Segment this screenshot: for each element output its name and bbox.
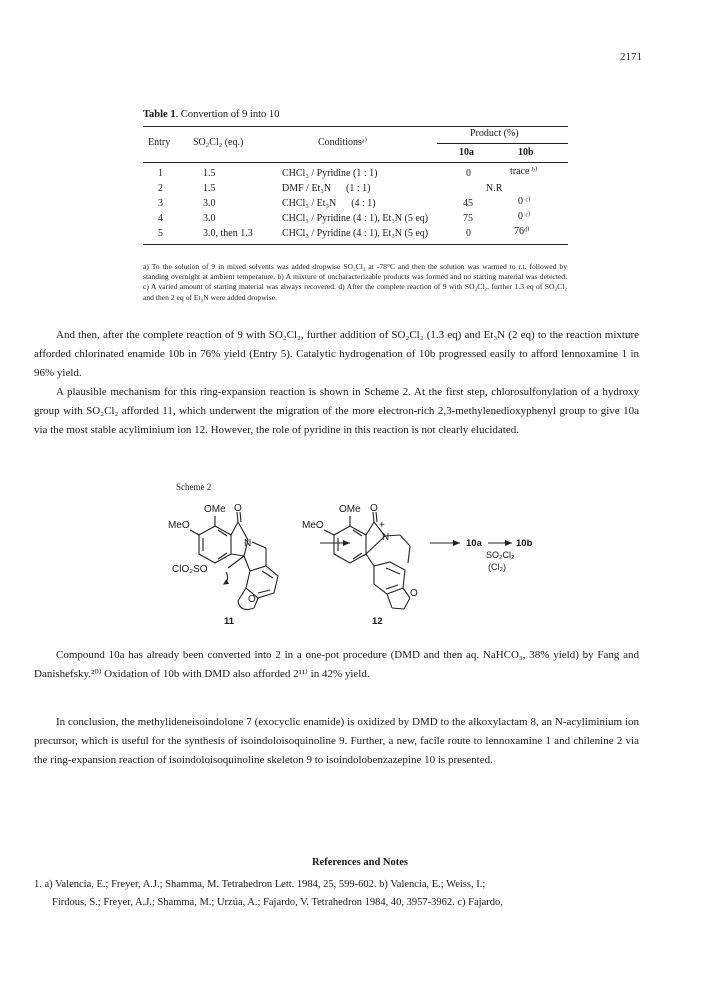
table-top-rule [143,126,568,127]
compound-10b-label: 10b [516,538,533,549]
cell-entry: 4 [158,213,163,224]
references-heading: References and Notes [311,857,409,868]
cell-eq: 1.5 [203,183,216,194]
cell-conditions: CHCl₃ / Et₃N (4 : 1) [282,198,376,209]
cell-eq: 3.0 [203,198,216,209]
reagent-cl2: (Cl₂) [488,562,506,572]
cell-10b: 0 ᶜ⁾ [518,196,531,207]
cell-10a: 75 [463,213,473,224]
cell-10b: 0 ᶜ⁾ [518,211,531,222]
cell-entry: 3 [158,198,163,209]
arrow-head [453,540,460,546]
compound-11-label: 11 [224,616,235,627]
table-footnote: a) To the solution of 9 in mixed solvents was added dropwise SO₂Cl₂ at -78°C and then the solution was warmed to r.t. followed by standing overnight at ambient temperature. b) A mixture of uncharacterizable products was formed and no starting material was detected. c) A varied amount of starting material was always recovered. d) After the complete reaction of 9 with SO₂Cl₂, further 1.3 eq of SO₂Cl₂ and then 2 eq of Et₃N were added dropwise. [143,262,567,302]
cell-10a: N.R [486,183,503,194]
cell-10a: 0 [466,168,471,179]
header-entry: Entry [148,137,171,148]
compound-10a-label: 10a [466,538,482,549]
nitrogen-label: N [382,532,390,543]
cell-conditions: CHCl₃ / Pyridine (4 : 1), Et₃N (5 eq) [282,228,429,239]
benzene-ring [334,526,366,563]
cell-conditions: CHCl₃ / Pyridine (1 : 1) [282,168,378,179]
ome-label: OMe [204,504,226,515]
nitrogen-label: N [244,538,252,549]
carbonyl-o-label: O [370,503,378,514]
reagent-so2cl2: SO₂Cl₂ [486,550,515,560]
carbonyl-o-label: O [234,503,242,514]
cell-entry: 2 [158,183,163,194]
clo2so-label: ClO₂SO [172,564,208,575]
reference-line: Firdous, S.; Freyer, A.J.; Shamma, M.; Urzúa, A.; Fajardo, V. Tetrahedron 1984, 40, 3957-3962. c) Fajardo, [52,897,503,908]
plus-sign: + [379,520,385,531]
paragraph: Compound 10a has already been converted into 2 in a one-pot procedure (DMD and then aq. NaHCO₃, 38% yield) by Fang and Danishefsky.²⁰⁾ Oxidation of 10b with DMD also afforded 2¹¹⁾ in 42% yield. [34,649,639,680]
cell-10a: 45 [463,198,473,209]
header-product: Product (%) [470,128,519,139]
scheme-title: Scheme 2 [176,482,212,492]
arrow-head [343,540,350,546]
table-caption-label: Table 1 [143,109,176,120]
meo-label: MeO [302,520,324,531]
page-number: 2171 [620,51,642,63]
paragraph: In conclusion, the methylideneisoindolone 7 (exocyclic enamide) is oxidized by DMD to the alkoxylactam 8, an N-acyliminium ion precursor, which is useful for the synthesis of isoindoloisoquinoline 9. Further, a new, facile route to lennoxamine 1 and chilenine 2 via the ring-expansion reaction of isoindoloisoquinoline skeleton 9 to isoindolobenzazepine 10 is presented. [34,716,639,766]
product-rule [437,143,568,144]
table-header-rule [143,162,568,163]
dioxole-o-label: O [410,588,418,599]
dioxole-o-label: O [248,594,256,605]
benzene-ring [199,526,231,563]
table-bottom-rule [143,244,568,245]
table-caption-text: . Convertion of 9 into 10 [175,109,280,120]
header-so2cl2: SO₂Cl₂ (eq.) [193,137,244,148]
paragraph: A plausible mechanism for this ring-expansion reaction is shown in Scheme 2. At the first step, chlorosulfonylation of a hydroxy group with SO₂Cl₂ afforded 11, which underwent the migration of the more electron-rich 2,3-methylenedioxyphenyl group to give 10a via the most stable acyliminium ion 12. However, the role of pyridine in this reaction is not clearly elucidated. [34,386,639,436]
ome-label: OMe [339,504,361,515]
cell-eq: 3.0 [203,213,216,224]
cell-conditions: DMF / Et₃N (1 : 1) [282,183,371,194]
header-conditions: Conditionsᵃ⁾ [318,137,368,148]
cell-10b: 76ᵈ⁾ [514,226,530,237]
cell-entry: 1 [158,168,163,179]
cell-eq: 1.5 [203,168,216,179]
cell-10b: trace ᵇ⁾ [510,166,538,177]
table-caption [143,109,279,120]
compound-12-label: 12 [372,616,383,627]
cell-10a: 0 [466,228,471,239]
header-10b: 10b [518,147,534,158]
arrow-head [505,540,512,546]
paragraph: And then, after the complete reaction of 9 with SO₂Cl₂, further addition of SO₂Cl₂ (1.3 eq) and Et₃N (2 eq) to the reaction mixture afforded chlorinated enamide 10b in 76% yield (Entry 5). Catalytic hydrogenation of 10b progressed easily to afford lennoxamine 1 in 96% yield. [34,329,639,379]
reference-line: 1. a) Valencia, E.; Freyer, A.J.; Shamma, M. Tetrahedron Lett. 1984, 25, 599-602. b) Valencia, E.; Weiss, I.; [34,879,486,890]
cell-eq: 3.0, then 1.3 [203,228,253,239]
cell-conditions: CHCl₃ / Pyridine (4 : 1), Et₃N (5 eq) [282,213,429,224]
scheme-2-diagram [160,498,580,628]
header-10a: 10a [459,147,474,158]
benzene-ring [374,562,405,594]
cell-entry: 5 [158,228,163,239]
meo-label: MeO [168,520,190,531]
